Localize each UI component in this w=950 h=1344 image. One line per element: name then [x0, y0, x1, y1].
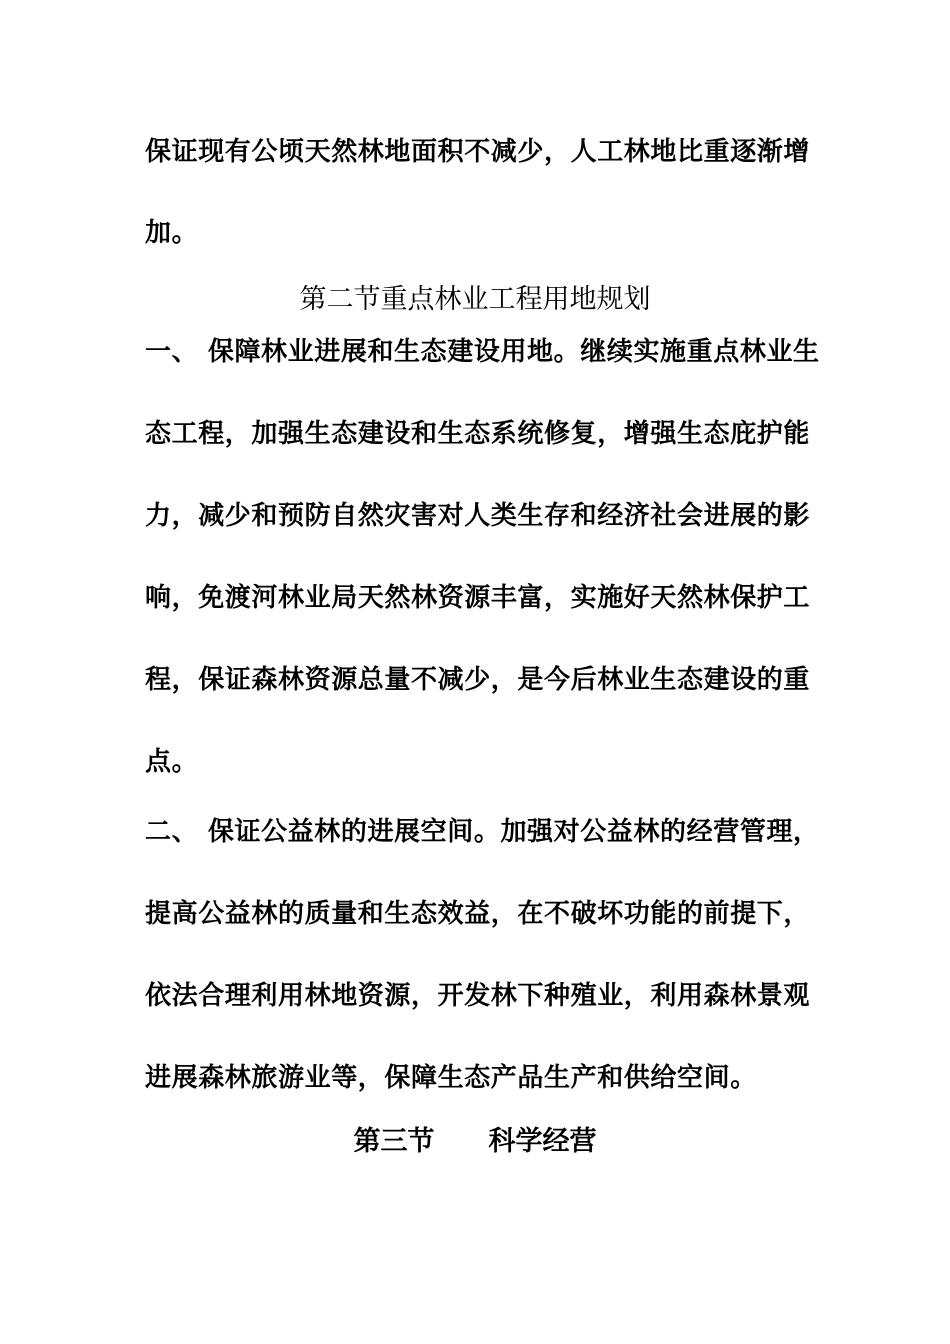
intro-line-2: 加。 [145, 218, 199, 248]
section-2-item-1-line-6: 点。 [145, 747, 199, 777]
section-2-item-1-line-4: 响，免渡河林业局天然林资源丰富，实施好天然林保护工 [145, 583, 811, 613]
section-2-item-1-line-2: 态工程，加强生态建设和生态系统修复，增强生态庇护能 [145, 419, 811, 449]
section-2-item-2-line-3: 依法合理利用林地资源，开发林下种殖业，利用森林景观 [145, 981, 811, 1011]
section-2-item-1-line-3: 力，减少和预防自然灾害对人类生存和经济社会进展的影 [145, 501, 811, 531]
section-2-item-2-line-2: 提高公益林的质量和生态效益，在不破坏功能的前提下， [145, 899, 811, 929]
section-2-item-2-line-4: 进展森林旅游业等，保障生态产品生产和供给空间。 [145, 1063, 757, 1093]
section-2-title: 第二节重点林业工程用地规划 [299, 284, 651, 315]
section-2-item-1-line-1: 一、 保障林业进展和生态建设用地。继续实施重点林业生 [145, 337, 820, 367]
section-2-item-1-line-5: 程，保证森林资源总量不减少，是今后林业生态建设的重 [145, 665, 811, 695]
section-3-title: 第三节 科学经营 [353, 1126, 597, 1157]
intro-line-1: 保证现有公顷天然林地面积不减少，人工林地比重逐渐增 [145, 137, 811, 167]
section-2-item-2-line-1: 二、 保证公益林的进展空间。加强对公益林的经营管理， [145, 817, 820, 847]
